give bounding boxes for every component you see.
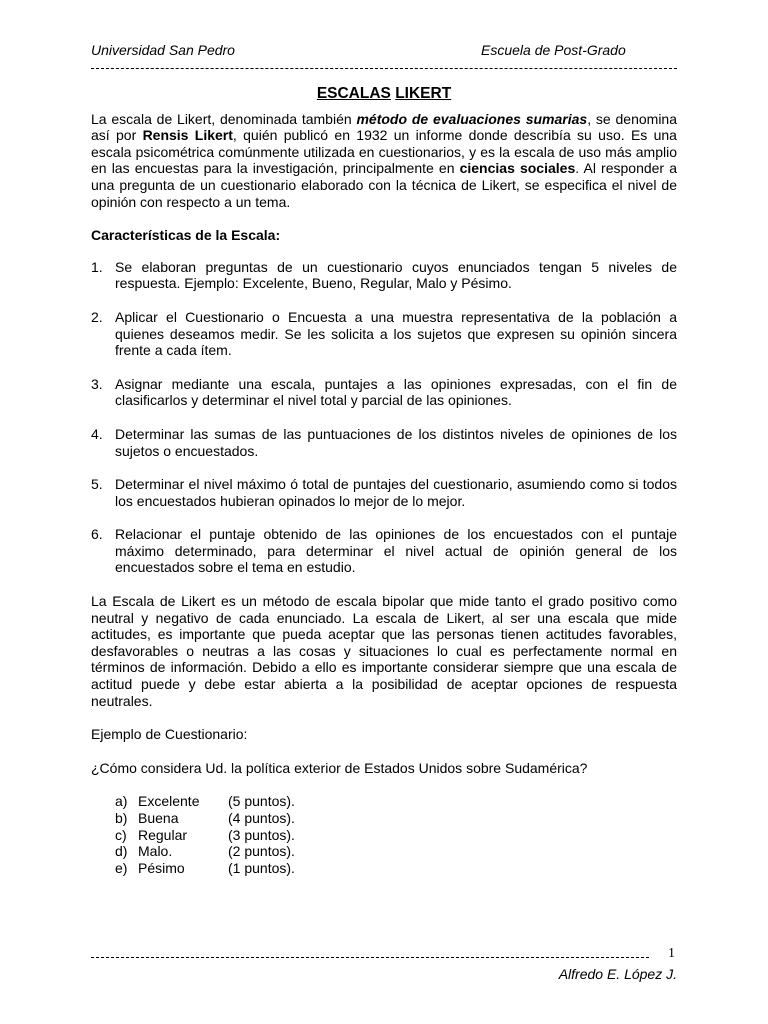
footer-author: Alfredo E. López J. xyxy=(558,966,677,982)
intro-text-3: , quién publicó en 1932 un informe donde describía su uso. Es una escala psicométrica comúnmente utilizada en cuestionarios, y es la escala de uso más amplio en las encuestas para la investigación, principalmente en xyxy=(91,127,677,177)
title-word-2: LIKERT xyxy=(395,85,452,102)
option-label: Buena xyxy=(138,810,179,826)
list-item-number: 5. xyxy=(91,476,103,493)
list-item xyxy=(91,309,677,359)
option-label: Pésimo xyxy=(138,859,185,876)
option-points: (5 puntos). xyxy=(228,793,295,810)
option-letter: a) xyxy=(115,793,128,810)
list-item-number: 1. xyxy=(91,258,103,275)
intro-emphasis-1: método de evaluaciones sumarias xyxy=(356,110,588,127)
option-letter: b) xyxy=(115,810,128,826)
page-header xyxy=(91,42,677,60)
intro-text-4: . Al responder a una pregunta de un cuestionario elaborado con la técnica de Likert, se especifica el nivel de opinión con respecto a un tema. xyxy=(91,160,677,210)
footer-divider xyxy=(91,957,649,958)
list-item xyxy=(91,426,677,459)
characteristics-heading: Características de la Escala: xyxy=(91,227,281,244)
document-body xyxy=(91,86,677,876)
option-item xyxy=(115,793,677,810)
header-divider xyxy=(91,68,677,69)
list-item-text: Se elaboran preguntas de un cuestionario cuyos enunciados tengan 5 niveles de respuesta. Ejemplo: Excelente, Bueno, Regular, Malo y Pésimo. xyxy=(115,258,677,292)
title-word-1: ESCALAS xyxy=(316,85,391,102)
option-label: Excelente xyxy=(138,793,200,810)
list-item-number: 2. xyxy=(91,308,103,325)
answer-options xyxy=(115,793,677,876)
option-item xyxy=(115,843,677,860)
option-item xyxy=(115,860,677,877)
header-university: Universidad San Pedro xyxy=(91,42,235,58)
list-item xyxy=(91,376,677,409)
intro-emphasis-3: ciencias sociales xyxy=(459,160,576,177)
list-item xyxy=(91,476,677,509)
characteristics-list xyxy=(91,259,677,576)
example-question: ¿Cómo considera Ud. la política exterior de Estados Unidos sobre Sudamérica? xyxy=(91,759,588,776)
option-points: (2 puntos). xyxy=(228,843,295,860)
list-item-text: Asignar mediante una escala, puntajes a las opiniones expresadas, con el fin de clasificarlos y determinar el nivel total y parcial de las opiniones. xyxy=(115,375,677,409)
list-item-number: 3. xyxy=(91,375,103,392)
option-letter: d) xyxy=(115,843,128,860)
document-title xyxy=(91,86,677,103)
option-points: (1 puntos). xyxy=(228,859,295,876)
page-number: 1 xyxy=(668,946,675,961)
option-letter: c) xyxy=(115,826,127,843)
intro-text-2: , se denomina así por xyxy=(91,110,678,144)
option-item xyxy=(115,827,677,844)
list-item xyxy=(91,526,677,576)
list-item-number: 4. xyxy=(91,425,103,442)
list-item-text: Determinar las sumas de las puntuaciones de los distintos niveles de opiniones de los sujetos o encuestados. xyxy=(115,425,677,459)
list-item-text: Determinar el nivel máximo ó total de puntajes del cuestionario, asumiendo como si todos los encuestados hubieran opinados lo mejor de lo mejor. xyxy=(115,476,677,509)
list-item-text: Relacionar el puntaje obtenido de las opiniones de los encuestados con el puntaje máximo determinado, para determinar el nivel actual de opinión general de los encuestados sobre el tema en estudio. xyxy=(115,526,677,576)
option-points: (3 puntos). xyxy=(228,826,295,843)
option-label: Malo. xyxy=(138,843,173,860)
option-item xyxy=(115,810,677,827)
example-heading: Ejemplo de Cuestionario: xyxy=(91,726,248,743)
option-letter: e) xyxy=(115,859,128,876)
list-item xyxy=(91,259,677,292)
option-label: Regular xyxy=(138,826,188,843)
option-points: (4 puntos). xyxy=(228,810,295,826)
intro-emphasis-2: Rensis Likert xyxy=(142,127,233,144)
list-item-number: 6. xyxy=(91,526,103,543)
bipolar-paragraph: La Escala de Likert es un método de escala bipolar que mide tanto el grado positivo como neutral y negativo de cada enunciado. La escala de Likert, al ser una escala que mide actitudes, es importante que pueda aceptar que las personas tienen actitudes favorables, desfavorables o neutras a las cosas y situaciones lo cual es perfectamente normal en términos de información. Debido a ello es importante considerar siempre que una escala de actitud puede y debe estar abierta a la posibilidad de aceptar opciones de respuesta neutrales. xyxy=(91,593,677,709)
intro-paragraph xyxy=(91,111,677,211)
intro-text-1: La escala de Likert, denominada también xyxy=(91,110,357,127)
list-item-text: Aplicar el Cuestionario o Encuesta a una muestra representativa de la población a quienes deseamos medir. Se les solicita a los sujetos que expresen su opinión sincera frente a cada ítem. xyxy=(115,308,677,359)
header-school: Escuela de Post-Grado xyxy=(481,42,626,58)
